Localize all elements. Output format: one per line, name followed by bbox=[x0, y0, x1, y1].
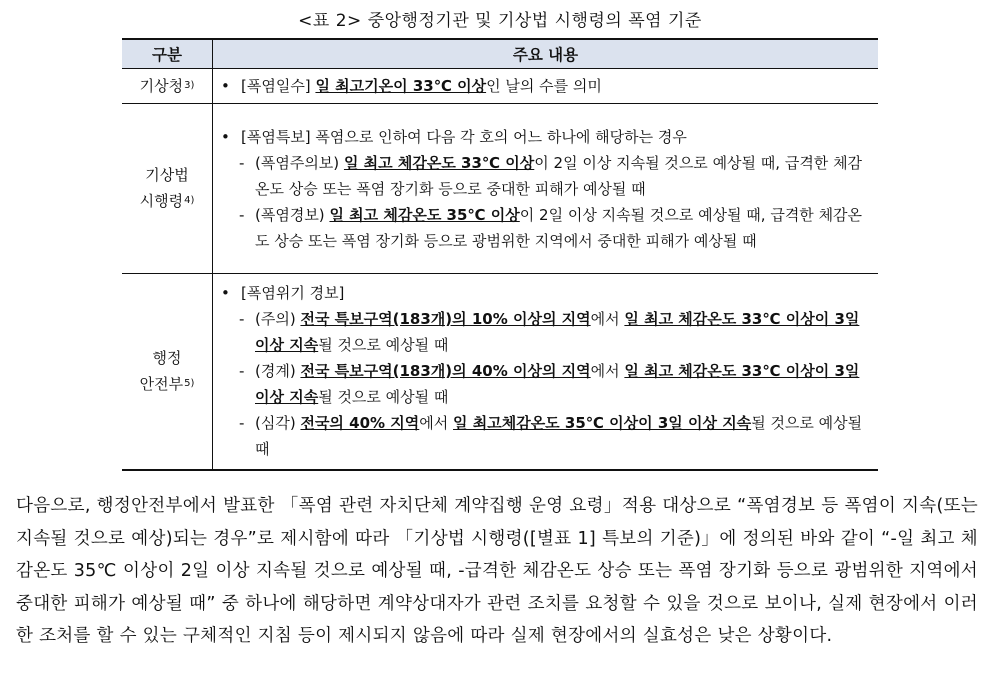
list-item: - (주의) 전국 특보구역(183개)의 10% 이상의 지역에서 일 최고 체감온도 33℃ 이상이 3일 이상 지속될 것으로 예상될 때 bbox=[239, 310, 860, 355]
row-label-weather-act: 기상법 시행령$^{4)}$ bbox=[122, 104, 213, 274]
table-row bbox=[122, 274, 878, 470]
table-header-row bbox=[122, 39, 878, 69]
list-item: - (경계) 전국 특보구역(183개)의 40% 이상의 지역에서 일 최고 체감온도 33℃ 이상이 3일 이상 지속될 것으로 예상될 때 bbox=[239, 362, 860, 407]
header-main-content: 주요 내용 bbox=[213, 39, 879, 69]
list-item: - (폭염주의보) 일 최고 체감온도 33℃ 이상이 2일 이상 지속될 것으로 예상될 때, 급격한 체감온도 상승 또는 폭염 장기화 등으로 중대한 피해가 예상될 때 bbox=[239, 153, 863, 198]
row-content-mois: • [폭염위기 경보] - (주의) 전국 특보구역(183개)의 10% 이상의 지역에서 일 최고 체감온도 33℃ 이상이 3일 이상 지속될 것으로 예상될 때 - (경계) 전국 특보구역(183개)의 40% 이상의 지역에서 일 최고 체감온도 33℃ 이상이 3일 이상 지속될 것으로 예상될 때 - (심각) 전국의 40% 지역에서 일 최고체감온도 35℃ 이상이 3일 이상 지속될 것으로 예상될 때 bbox=[213, 274, 879, 470]
row-label-kma: 기상청$^{3)}$ bbox=[122, 69, 213, 104]
row-label-mois: 행정 안전부$^{5)}$ bbox=[122, 274, 213, 470]
heatwave-criteria-table bbox=[122, 38, 878, 471]
footnote-marker: 5) bbox=[184, 377, 195, 389]
table-caption: <표 2> 중앙행정기관 및 기상법 시행령의 폭염 기준 bbox=[298, 11, 702, 31]
bullet-icon: • bbox=[221, 77, 230, 95]
row-content-kma: • [폭염일수] 일 최고기온이 33℃ 이상인 날의 수를 의미 bbox=[213, 69, 879, 104]
row-content-weather-act: • [폭염특보] 폭염으로 인하여 다음 각 호의 어느 하나에 해당하는 경우 - (폭염주의보) 일 최고 체감온도 33℃ 이상이 2일 이상 지속될 것으로 예상될 때, 급격한 체감온도 상승 또는 폭염 장기화 등으로 중대한 피해가 예상될 때 - (폭염경보) 일 최고 체감온도 35℃ 이상이 2일 이상 지속될 것으로 예상될 때, 급격한 체감온도 상승 또는 폭염 장기화 등으로 광범위한 지역에서 중대한 피해가 예상될 때 bbox=[213, 104, 879, 274]
body-paragraph: 다음으로, 행정안전부에서 발표한 「폭염 관련 자치단체 계약집행 운영 요령」적용 대상으로 “폭염경보 등 폭염이 지속(또는 지속될 것으로 예상)되는 경우”로 제시함에 따라 「기상법 시행령([별표 1] 특보의 기준)」에 정의된 바와 같이 “-일 최고 체감온도 35℃ 이상이 2일 이상 지속될 것으로 예상될 때, -급격한 체감온도 상승 또는 폭염 장기화 등으로 광범위한 지역에서 중대한 피해가 예상될 때” 중 하나에 해당하면 계약상대자가 관련 조치를 요청할 수 있을 것으로 보이나, 실제 현장에서 이러한 조처를 할 수 있는 구체적인 지침 등이 제시되지 않음에 따라 실제 현장에서의 실효성은 낮은 상황이다. bbox=[16, 496, 978, 647]
list-item: - (심각) 전국의 40% 지역에서 일 최고체감온도 35℃ 이상이 3일 이상 지속될 것으로 예상될 때 bbox=[239, 414, 863, 459]
table-row bbox=[122, 69, 878, 104]
list-item: - (폭염경보) 일 최고 체감온도 35℃ 이상이 2일 이상 지속될 것으로 예상될 때, 급격한 체감온도 상승 또는 폭염 장기화 등으로 광범위한 지역에서 중대한 피해가 예상될 때 bbox=[239, 205, 863, 250]
header-category: 구분 bbox=[122, 39, 213, 69]
bullet-icon: • bbox=[221, 284, 230, 303]
footnote-marker: 3) bbox=[184, 80, 195, 91]
table-row bbox=[122, 104, 878, 274]
bullet-icon: • bbox=[221, 127, 230, 146]
footnote-marker: 4) bbox=[184, 195, 195, 206]
